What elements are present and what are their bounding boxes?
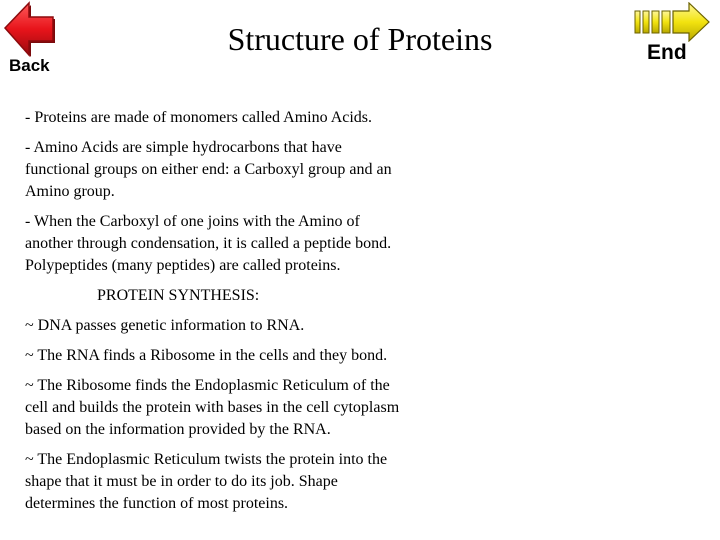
back-label: Back: [9, 56, 50, 75]
slide-body: [25, 107, 455, 523]
paragraph-amino-acids-structure: - Amino Acids are simple hydrocarbons that have functional groups on either end: a Carboxyl group and an Amino group.: [25, 139, 392, 200]
step-rna-ribosome: ~ The RNA finds a Ribosome in the cells and they bond.: [25, 347, 388, 364]
step-ribosome-er: ~ The Ribosome finds the Endoplasmic Reticulum of the cell and builds the protein with bases in the cell cytoplasm based on the information provided by the RNA.: [25, 377, 400, 438]
paragraph-peptide-bond: - When the Carboxyl of one joins with the Amino of another through condensation, it is called a peptide bond. Polypeptides (many peptides) are called proteins.: [25, 213, 392, 274]
slide-title: Structure of Proteins: [227, 21, 493, 57]
step-er-folding: ~ The Endoplasmic Reticulum twists the protein into the shape that it must be in order to do its job. Shape determines the function of most proteins.: [25, 451, 388, 512]
paragraph-amino-acids-monomers: - Proteins are made of monomers called Amino Acids.: [25, 109, 373, 126]
step-dna-to-rna: ~ DNA passes genetic information to RNA.: [25, 317, 305, 334]
protein-synthesis-heading: PROTEIN SYNTHESIS:: [97, 287, 260, 304]
end-label: End: [647, 41, 687, 64]
